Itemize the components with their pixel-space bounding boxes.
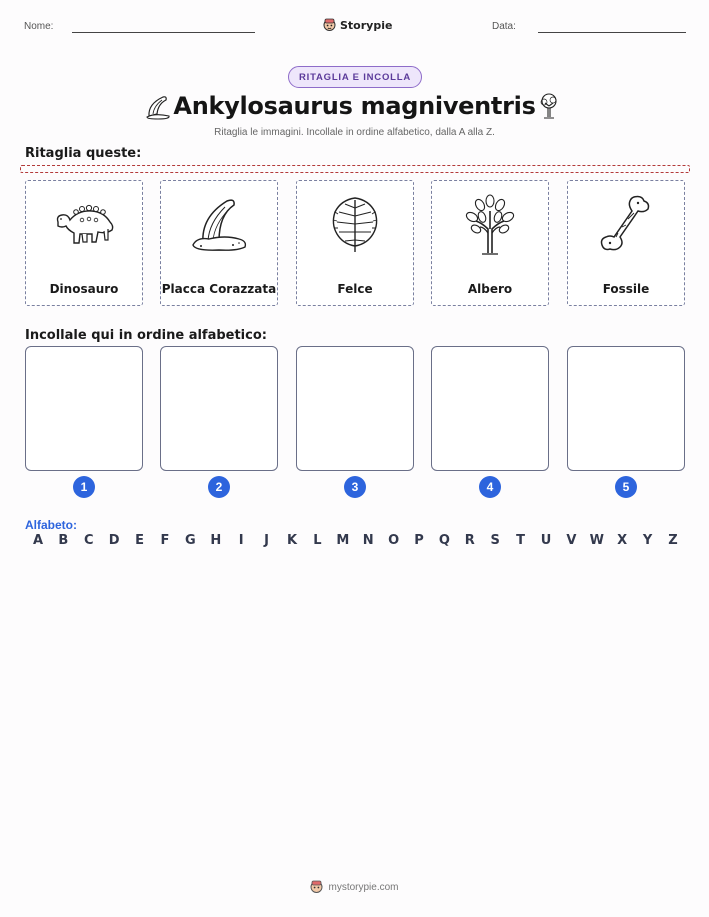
- alphabet-letter: X: [617, 533, 628, 548]
- alphabet-letter: G: [185, 533, 196, 548]
- alphabet-letter: J: [264, 533, 270, 548]
- dinosaur-icon: [52, 198, 116, 250]
- paste-section-label: Incollale qui in ordine alfabetico:: [25, 328, 267, 343]
- title-row: [0, 92, 709, 124]
- alphabet-letter: B: [58, 533, 69, 548]
- tree-icon: [462, 193, 518, 255]
- footer: [0, 880, 709, 894]
- name-line: [72, 32, 255, 33]
- alphabet-letter: R: [464, 533, 475, 548]
- cut-card-dinosauro[interactable]: [25, 180, 143, 306]
- alphabet-letter: I: [238, 533, 244, 548]
- alphabet-letter: Q: [438, 533, 450, 548]
- page-title: Ankylosaurus magniventris: [173, 92, 536, 120]
- brand-name: Storypie: [340, 18, 393, 32]
- brand-logo: [323, 18, 392, 32]
- footer-url: mystorypie.com: [328, 881, 399, 893]
- date-line: [538, 32, 686, 33]
- date-label: Data:: [492, 21, 516, 32]
- alphabet-letter: L: [313, 533, 322, 548]
- alphabet-letter: V: [566, 533, 577, 548]
- fern-icon: [327, 194, 383, 254]
- card-label: Felce: [337, 282, 373, 296]
- cut-card-felce[interactable]: [296, 180, 414, 306]
- alphabet-row: [25, 533, 685, 551]
- fossil-bone-icon: [598, 193, 654, 255]
- slot-number-badge: 2: [208, 476, 230, 498]
- alphabet-letter: P: [414, 533, 424, 548]
- alphabet-letter: F: [160, 533, 170, 548]
- cut-card-albero[interactable]: [431, 180, 549, 306]
- storypie-mascot-icon: [323, 18, 336, 32]
- slot-number-badge: 4: [479, 476, 501, 498]
- alphabet-letter: T: [516, 533, 526, 548]
- alphabet-letter: Z: [668, 533, 678, 548]
- paste-slot-4[interactable]: [431, 346, 549, 471]
- cut-section-label: Ritaglia queste:: [25, 146, 142, 161]
- name-label: Nome:: [24, 21, 54, 32]
- alphabet-letter: H: [210, 533, 222, 548]
- cut-cards: [25, 180, 685, 306]
- tree-small-icon: [536, 92, 562, 120]
- header: [0, 18, 709, 38]
- activity-badge: RITAGLIA E INCOLLA: [288, 66, 422, 88]
- slot-number-badge: 5: [615, 476, 637, 498]
- alphabet-letter: S: [490, 533, 500, 548]
- alphabet-letter: N: [362, 533, 374, 548]
- alphabet-letter: O: [388, 533, 400, 548]
- alphabet-letter: E: [135, 533, 145, 548]
- alphabet-letter: U: [540, 533, 552, 548]
- paste-slot-1[interactable]: [25, 346, 143, 471]
- alphabet-letter: A: [32, 533, 44, 548]
- alphabet-letter: C: [84, 533, 94, 548]
- alphabet-label: Alfabeto:: [25, 518, 77, 532]
- alphabet-letter: M: [336, 533, 350, 548]
- armor-plate-icon: [189, 195, 249, 253]
- slot-number-badge: 1: [73, 476, 95, 498]
- slot-number-badge: 3: [344, 476, 366, 498]
- alphabet-letter: K: [286, 533, 298, 548]
- cut-card-fossile[interactable]: [567, 180, 685, 306]
- alphabet-letter: W: [589, 533, 604, 548]
- card-label: Placca Corazzata: [161, 282, 277, 296]
- paste-slots: [25, 346, 685, 502]
- paste-slot-2[interactable]: [160, 346, 278, 471]
- alphabet-letter: Y: [642, 533, 653, 548]
- cut-dashed-line: [20, 165, 690, 173]
- card-label: Albero: [467, 282, 513, 296]
- card-label: Dinosauro: [49, 282, 119, 296]
- card-label: Fossile: [602, 282, 650, 296]
- storypie-mascot-icon: [310, 880, 323, 894]
- paste-slot-5[interactable]: [567, 346, 685, 471]
- instructions: Ritaglia le immagini. Incollale in ordine alfabetico, dalla A alla Z.: [214, 127, 495, 138]
- cut-card-placca-corazzata[interactable]: [160, 180, 278, 306]
- alphabet-letter: D: [108, 533, 120, 548]
- paste-slot-3[interactable]: [296, 346, 414, 471]
